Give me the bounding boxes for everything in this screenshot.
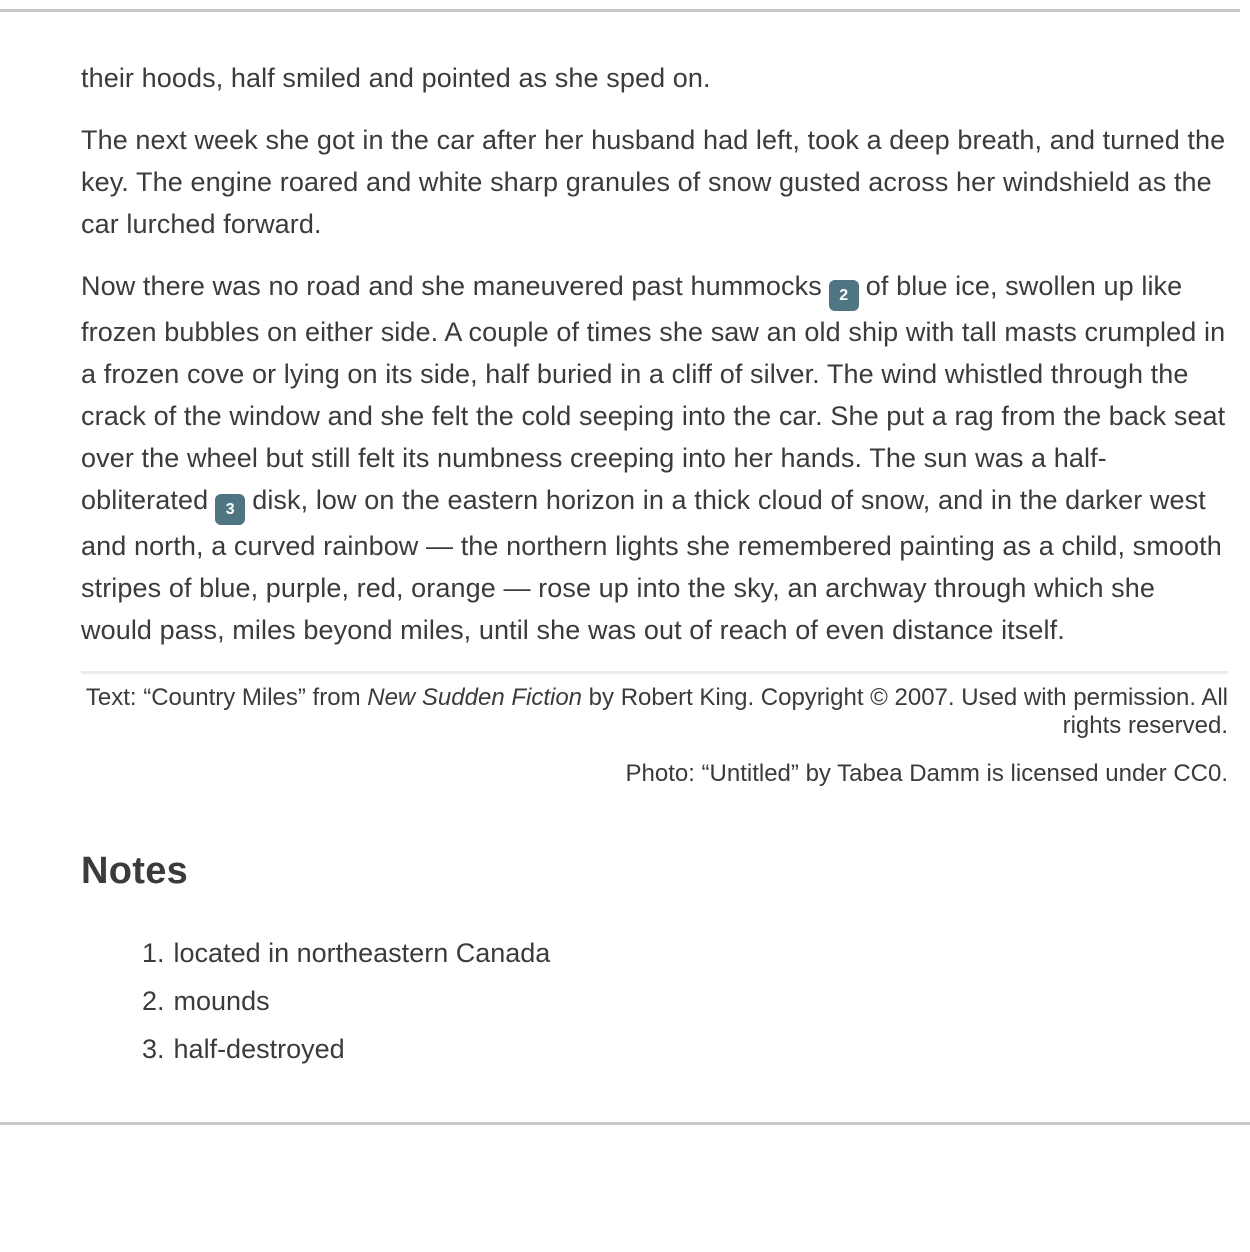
footnote-2-badge[interactable]: 2 <box>829 280 859 311</box>
note-number: 3. <box>142 1034 165 1064</box>
note-number: 1. <box>142 938 165 968</box>
note-text: located in northeastern Canada <box>173 938 551 968</box>
story-paragraph-text: Now there was no road and she maneuvered past hummocks <box>81 271 822 301</box>
story-paragraph <box>81 265 1228 651</box>
note-item-1 <box>81 932 1228 974</box>
story-paragraph-text: disk, low on the eastern horizon in a thick cloud of snow, and in the darker west and north, a curved rainbow — the northern lights she remembered painting as a child, smooth stripes of blue, purple, red, orange — rose up into the sky, an archway through which she would pass, miles beyond miles, until she was out of reach of even distance itself. <box>81 485 1222 645</box>
text-credit-prefix: Text: “Country Miles” from <box>85 684 368 711</box>
note-item-2 <box>81 980 1228 1022</box>
note-item-3 <box>81 1028 1228 1070</box>
text-credit <box>81 684 1228 740</box>
reading-pane <box>0 12 1250 1070</box>
text-credit-suffix: by Robert King. Copyright © 2007. Used with permission. All rights reserved. <box>582 684 1228 739</box>
bottom-divider <box>0 1122 1250 1125</box>
book-title: New Sudden Fiction <box>367 684 583 711</box>
story-paragraph-text: of blue ice, swollen up like frozen bubbles on either side. A couple of times she saw an old ship with tall masts crumpled in a frozen cove or lying on its side, half buried in a cliff of silver. The wind whistled through the crack of the window and she felt the cold seeping into the car. She put a rag from the back seat over the wheel but still felt its numbness creeping into her hands. The sun was a half-obliterated <box>81 271 1226 515</box>
note-text: mounds <box>173 986 270 1016</box>
note-text: half-destroyed <box>173 1034 345 1064</box>
notes-heading: Notes <box>81 850 189 892</box>
footnote-3-badge[interactable]: 3 <box>215 494 245 525</box>
attribution-block <box>81 684 1228 788</box>
photo-credit: Photo: “Untitled” by Tabea Damm is licensed under CC0. <box>625 760 1228 787</box>
story-paragraph: The next week she got in the car after her husband had left, took a deep breath, and turned the key. The engine roared and white sharp granules of snow gusted across her windshield as the car lurched forward. <box>81 125 1226 239</box>
note-number: 2. <box>142 986 165 1016</box>
notes-list <box>81 932 1228 1070</box>
citation-divider <box>81 671 1228 674</box>
story-text <box>81 57 1228 651</box>
story-paragraph: their hoods, half smiled and pointed as she sped on. <box>81 63 711 93</box>
